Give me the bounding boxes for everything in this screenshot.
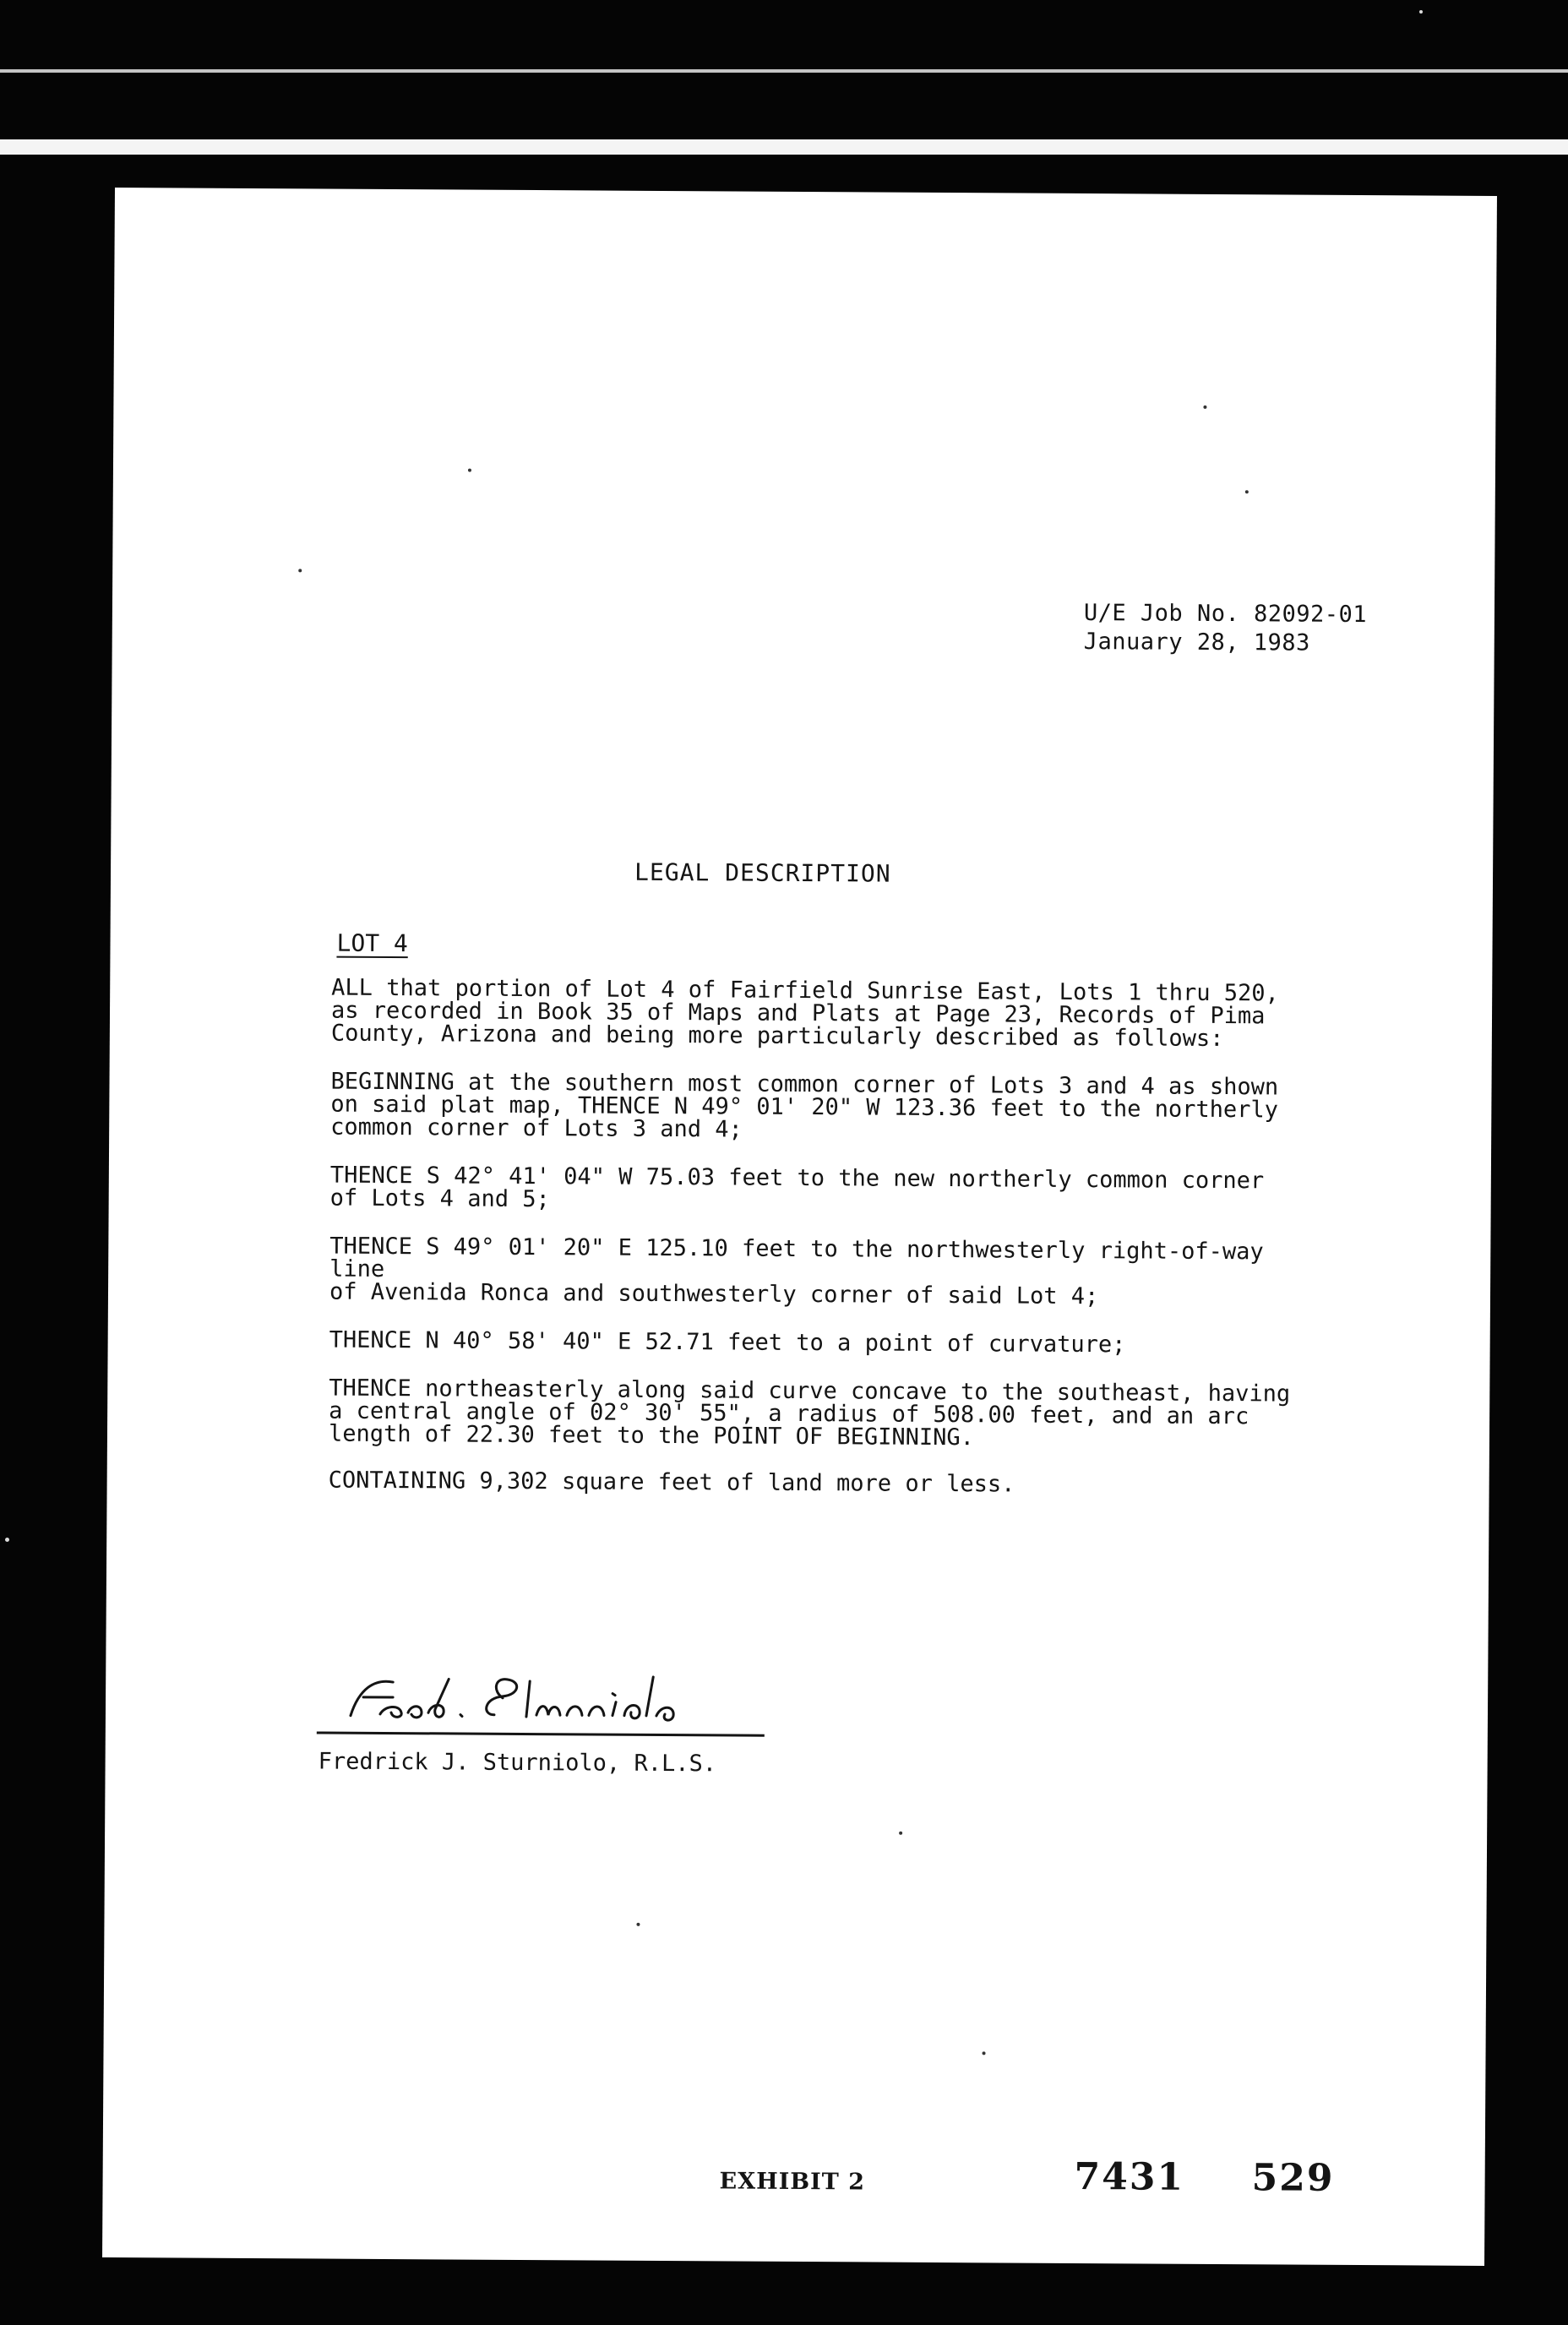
recording-book-number: 7431 (1074, 2154, 1185, 2199)
paragraph-thence-1: THENCE S 42° 41' 04" W 75.03 feet to the new northerly common corner of Lots 4 and 5; (329, 1162, 1265, 1213)
paragraph-thence-2: THENCE S 49° 01' 20" E 125.10 feet to the northwesterly right-of-way line of Avenida Ronca and southwesterly corner of said Lot 4; (329, 1233, 1264, 1310)
signer-name: Fredrick J. Sturniolo, R.L.S. (318, 1748, 717, 1778)
exhibit-label: EXHIBIT 2 (719, 2168, 866, 2196)
lot-heading: LOT 4 (336, 928, 408, 958)
scan-speck (1203, 406, 1206, 409)
scan-speck (468, 469, 471, 472)
recording-page-number: 529 (1251, 2156, 1335, 2200)
paragraph-beginning: BEGINNING at the southern most common corner of Lots 3 and 4 as shown on said plat map, THENCE N 49° 01' 20" W 123.36 feet to the northerly common corner of Lots 3 and 4; (330, 1068, 1279, 1143)
paragraph-thence-3: THENCE N 40° 58' 40" E 52.71 feet to a point of curvature; (329, 1326, 1126, 1359)
scan-speck (636, 1923, 640, 1926)
legal-description-body (328, 974, 1328, 1523)
paragraph-lot-portion: ALL that portion of Lot 4 of Fairfield Sunrise East, Lots 1 thru 520, as recorded in Book 35 of Maps and Plats at Page 23, Records of Pima County, Arizona and being more particularly described as follows: (330, 974, 1279, 1053)
job-number: U/E Job No. 82092-01 (1083, 600, 1368, 629)
scan-speck (899, 1832, 902, 1835)
scan-speck (5, 1538, 9, 1542)
handwritten-signature (334, 1663, 698, 1742)
paragraph-containing: CONTAINING 9,302 square feet of land more or less. (328, 1467, 1015, 1498)
paragraph-thence-curve: THENCE northeasterly along said curve concave to the southeast, having a central angle of 02° 30' 55", a radius of 508.00 feet, and an arc length of 22.30 feet to the POINT OF BEGINNING. (328, 1375, 1291, 1451)
scan-edge-band (0, 139, 1568, 155)
scan-speck (1245, 490, 1249, 493)
scan-speck (1419, 10, 1423, 14)
page-title: LEGAL DESCRIPTION (634, 858, 891, 888)
job-info (1084, 599, 1368, 658)
document-date: January 28, 1983 (1083, 629, 1310, 656)
scan-speck (983, 2051, 986, 2055)
document-page (102, 188, 1497, 2266)
scan-speck (298, 569, 302, 572)
scan-edge-line (0, 69, 1568, 73)
